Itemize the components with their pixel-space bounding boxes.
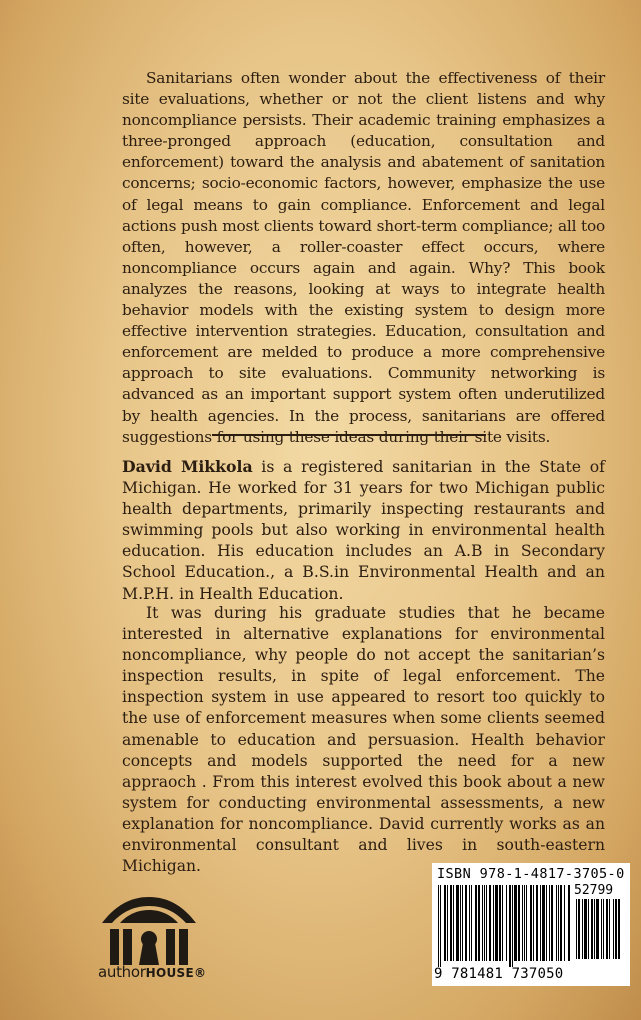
author-bio-paragraph-2: It was during his graduate studies that he became interested in alternative explanations for environmental noncompliance, why people do not accept the sanitarian’s inspection results, in spite of legal enforcement. The inspection system in use appeared to resort too quickly to the use of enforcement measures when some clients seemed amenable to education and persuasion. Health behavior concepts and models supported the need for a new appraoch . From this interest evolved this book about a new system for conducting environmental assessments, a new explanation for noncompliance. David currently works as an environmental consultant and lives in south-eastern Michigan. xyxy=(122,604,605,876)
barcode-bar xyxy=(556,885,557,961)
barcode-bar xyxy=(486,885,487,961)
barcode-bar xyxy=(582,899,583,959)
barcode-bar xyxy=(456,885,459,961)
barcode-bar xyxy=(524,885,525,961)
barcode-bar xyxy=(558,885,559,961)
barcode-bar xyxy=(484,885,485,961)
barcode-bar xyxy=(489,885,491,961)
barcode-bar xyxy=(506,885,507,961)
barcode-bar xyxy=(514,885,517,961)
barcode-bar xyxy=(471,885,472,961)
barcode-bar xyxy=(465,885,467,961)
barcode-bar xyxy=(453,885,454,961)
barcode-bar xyxy=(588,899,589,959)
barcode-bar xyxy=(450,885,452,961)
barcode-bar xyxy=(540,885,541,961)
barcode-bar xyxy=(469,885,470,961)
barcode-bar xyxy=(447,885,448,961)
isbn-barcode xyxy=(432,863,630,986)
barcode-bar xyxy=(606,899,608,959)
barcode-bar xyxy=(444,885,446,961)
price-code: 52799 xyxy=(574,883,614,898)
barcode-bar xyxy=(502,885,503,961)
publisher-trademark: ® xyxy=(193,966,207,980)
barcode-bar xyxy=(576,899,577,959)
barcode-bar xyxy=(475,885,477,961)
author-bio-text: is a registered sanitarian in the State of Michigan. He worked for 31 years for two Michigan public health departments, primarily inspecting restaurants and swimming pools but also working in environmental health education. His education includes an A.B in Secondary School Education., a B.S.in Environmental Health and an M.P.H. in Health Education. xyxy=(122,457,605,603)
barcode-bar xyxy=(499,885,501,961)
ean-bars-icon xyxy=(438,885,570,967)
barcode-bar xyxy=(482,885,483,961)
barcode-digits: 9 781481 737050 xyxy=(434,966,564,982)
barcode-bar xyxy=(615,899,617,959)
author-bio-paragraph-1 xyxy=(122,456,605,604)
barcode-bar xyxy=(549,885,550,961)
barcode-bar xyxy=(591,899,593,959)
barcode-bar xyxy=(551,885,553,961)
author-name: David Mikkola xyxy=(122,457,253,476)
barcode-bar xyxy=(609,899,610,959)
barcode-bar xyxy=(613,899,614,959)
barcode-bar xyxy=(601,899,602,959)
barcode-bar xyxy=(594,899,595,959)
authorhouse-logo-icon xyxy=(96,893,202,973)
barcode-bar xyxy=(530,885,532,961)
barcode-bar xyxy=(596,899,599,959)
publisher-name-part2: HOUSE xyxy=(145,966,194,980)
section-divider xyxy=(212,434,486,436)
barcode-bar xyxy=(584,899,587,959)
barcode-bar xyxy=(460,885,461,961)
barcode-bar xyxy=(509,885,511,967)
barcode-bar xyxy=(568,885,570,961)
publisher-name-part1: author xyxy=(98,963,146,981)
barcode-bar xyxy=(495,885,498,961)
barcode-bar xyxy=(440,885,441,967)
barcode-bar xyxy=(518,885,520,961)
barcode-bar xyxy=(578,899,580,959)
addon-bars-icon xyxy=(576,899,626,965)
barcode-bar xyxy=(603,899,604,959)
book-blurb: Sanitarians often wonder about the effectiveness of their site evaluations, whether or not the client listens and why noncompliance persists. Their academic training emphasizes a three-pronged approach (education, consultation and enforcement) toward the analysis and abatement of sanitation concerns; socio-economic factors, however, emphasize the use of legal means to gain compliance. Enforcement and legal actions push most clients toward short-term compliance; all too often, however, a roller-coaster effect occurs, where noncompliance occurs again and again. Why? This book analyzes the reasons, looking at ways to integrate health behavior models with the existing system to design more effective intervention strategies. Education, consultation and enforcement are melded to produce a more comprehensive approach to site evaluations. Community networking is advanced as an important support system often underutilized by health agencies. In the process, sanitarians are offered suggestions for using these ideas during their site visits. xyxy=(122,69,605,446)
barcode-bar xyxy=(526,885,527,961)
barcode-bar xyxy=(462,885,463,961)
barcode-bar xyxy=(560,885,562,961)
publisher-wordmark xyxy=(98,963,206,981)
barcode-bar xyxy=(618,899,620,959)
barcode-bar xyxy=(493,885,494,961)
barcode-bar xyxy=(512,885,513,967)
barcode-bar xyxy=(478,885,480,961)
barcode-bar xyxy=(542,885,545,961)
barcode-bar xyxy=(546,885,547,961)
barcode-bar xyxy=(438,885,439,967)
barcode-bar xyxy=(564,885,565,961)
barcode-bar xyxy=(533,885,534,961)
isbn-label: ISBN 978-1-4817-3705-0 xyxy=(437,866,625,882)
barcode-bar xyxy=(522,885,523,961)
barcode-bar xyxy=(536,885,538,961)
